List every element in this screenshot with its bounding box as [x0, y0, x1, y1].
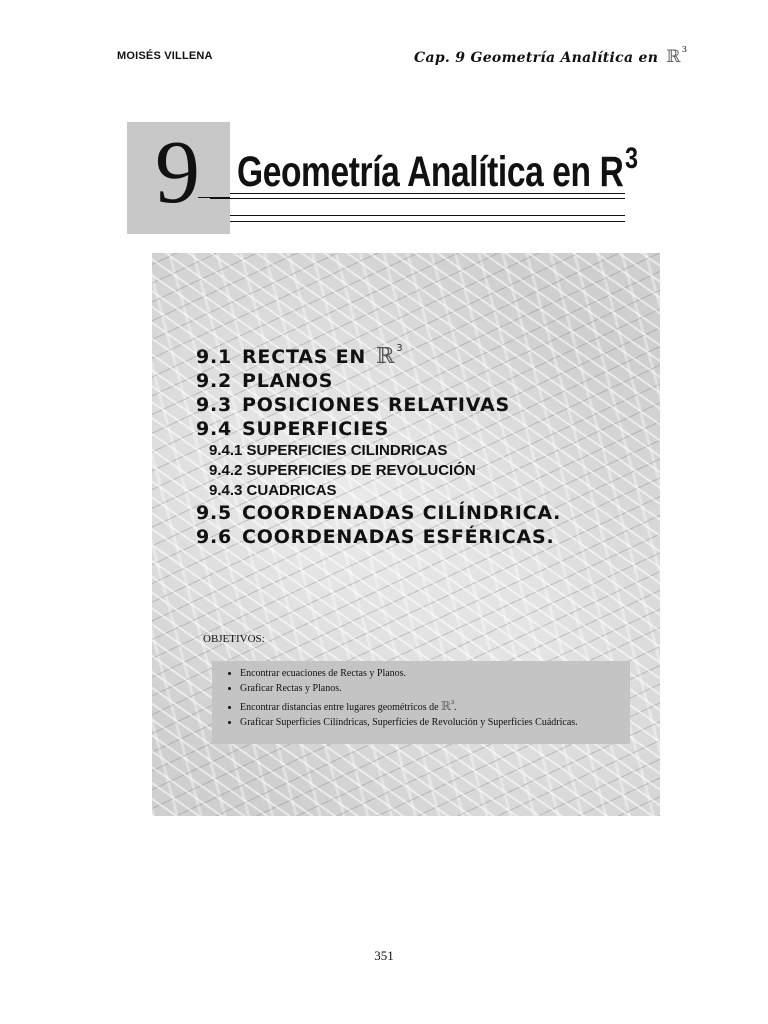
- objective-item: [240, 667, 620, 682]
- chapter-title-exponent: 3: [624, 142, 638, 175]
- objective-suffix: .: [454, 702, 457, 713]
- toc-item-number: 9.3: [196, 394, 233, 416]
- toc-item-label: COORDENADAS CILÍNDRICA.: [242, 502, 562, 524]
- real-space-symbol: ℝ: [666, 47, 681, 67]
- objectives-list: [212, 661, 630, 730]
- toc-item-label: COORDENADAS ESFÉRICAS.: [242, 526, 555, 548]
- running-header: [414, 45, 687, 67]
- table-of-contents: [196, 337, 561, 549]
- objective-item: [240, 696, 620, 716]
- toc-subitem: 9.4.3 CUADRICAS: [209, 482, 337, 499]
- toc-subitem: 9.4.2 SUPERFICIES DE REVOLUCIÓN: [209, 462, 476, 479]
- chapter-title-text: Geometría Analítica en R: [237, 148, 624, 196]
- toc-item-label: RECTAS EN: [242, 346, 367, 368]
- objectives-box: [212, 661, 630, 744]
- toc-item: [196, 525, 561, 549]
- objective-text: Encontrar distancias entre lugares geométricos de: [240, 702, 439, 713]
- objective-text: Graficar Rectas y Planos.: [240, 682, 342, 694]
- toc-item: [196, 369, 561, 393]
- toc-item-label: SUPERFICIES: [242, 418, 390, 440]
- objective-text: Graficar Superficies Cilíndricas, Superficies de Revolución y Superficies Cuádricas.: [240, 716, 578, 728]
- page-number: 351: [374, 948, 394, 963]
- real-space-symbol: ℝ: [376, 344, 396, 369]
- chapter-number: 9: [155, 123, 200, 222]
- toc-item-number: 9.4: [196, 418, 233, 440]
- objective-item: [240, 716, 620, 731]
- toc-item: [196, 501, 561, 525]
- chapter-title: [237, 134, 638, 197]
- toc-item-number: 9.5: [196, 502, 233, 524]
- toc-item-number: 9.6: [196, 526, 233, 548]
- toc-item: [196, 417, 561, 441]
- toc-item: [196, 393, 561, 417]
- real-space-symbol: ℝ: [441, 699, 452, 713]
- title-rule: [230, 193, 625, 194]
- title-rule: [230, 215, 625, 216]
- objective-text: Encontrar ecuaciones de Rectas y Planos.: [240, 668, 407, 679]
- objective-item: [240, 682, 620, 697]
- toc-item-label: PLANOS: [242, 370, 334, 392]
- objectives-heading: OBJETIVOS:: [203, 633, 265, 645]
- toc-item: [196, 337, 561, 369]
- space-exponent: 3: [451, 700, 455, 706]
- toc-subitem: 9.4.1 SUPERFICIES CILINDRICAS: [209, 442, 448, 459]
- toc-item-label: POSICIONES RELATIVAS: [242, 394, 510, 416]
- author-name: MOISÉS VILLENA: [117, 50, 213, 62]
- running-header-title: Cap. 9 Geometría Analítica en: [414, 50, 659, 66]
- space-exponent: 3: [681, 45, 688, 54]
- toc-item-number: 9.2: [196, 370, 233, 392]
- space-exponent: 3: [396, 343, 404, 354]
- toc-item-number: 9.1: [196, 346, 233, 368]
- title-rule: [210, 198, 625, 199]
- title-rule: [230, 221, 625, 222]
